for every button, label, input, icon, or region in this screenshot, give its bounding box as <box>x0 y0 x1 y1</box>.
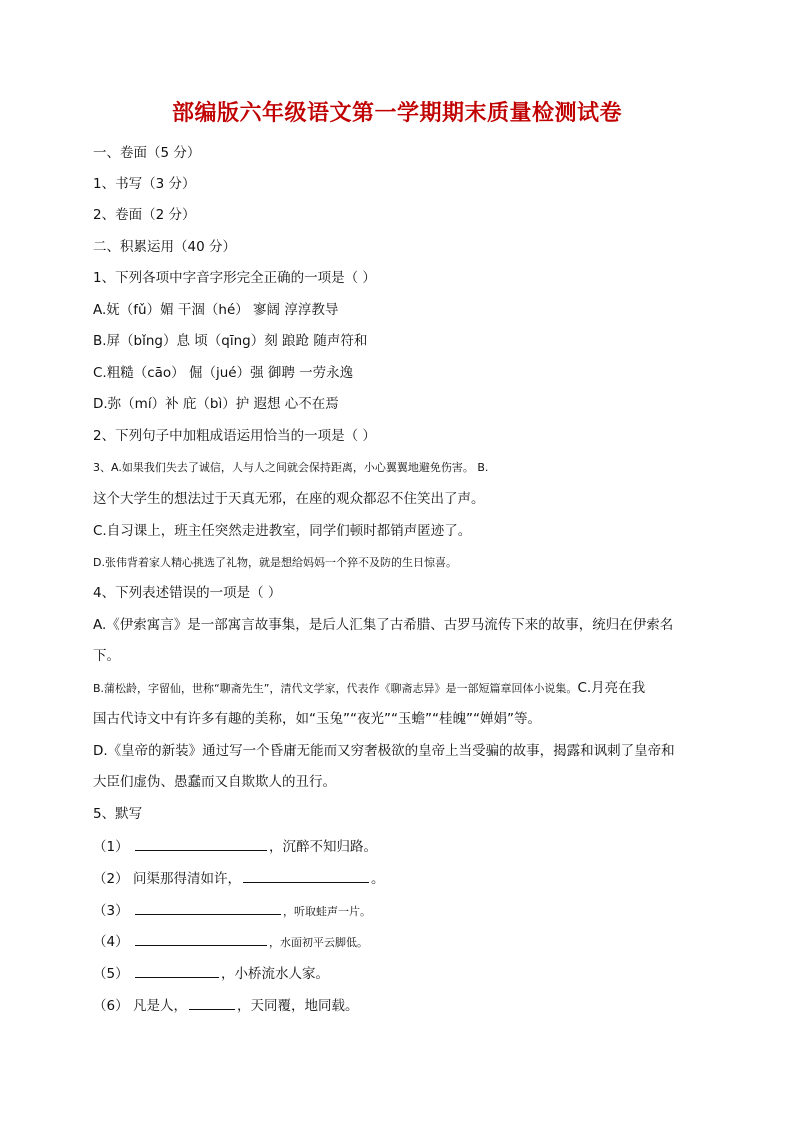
question-3-option-d: D.张伟背着家人精心挑选了礼物，就是想给妈妈一个猝不及防的生日惊喜。 <box>93 556 457 569</box>
question-4-option-a-line-2: 下。 <box>93 648 120 664</box>
question-1: 1、下列各项中字音字形完全正确的一项是（ ） <box>93 270 376 286</box>
question-3-option-a: 3、A.如果我们失去了诚信，人与人之间就会保持距离，小心翼翼地避免伤害。 B. <box>93 461 489 474</box>
dictation-item-3 <box>93 900 371 921</box>
question-4-option-c-line-2: 国古代诗文中有许多有趣的美称，如“玉兔”“夜光”“玉蟾”“桂魄”“婵娟”等。 <box>93 711 541 727</box>
dictation-number: （4） <box>93 934 129 950</box>
answer-blank[interactable] <box>135 931 267 946</box>
dictation-text: 问渠那得清如许， <box>133 871 241 887</box>
dictation-number: （2） <box>93 871 129 887</box>
dictation-number: （6） <box>93 998 129 1014</box>
question-3-option-c: C.自习课上，班主任突然走进教室，同学们顿时都销声匿迹了。 <box>93 523 472 539</box>
dictation-item-6 <box>93 995 359 1015</box>
dictation-text: ，天同覆，地同载。 <box>237 998 359 1014</box>
dictation-text: ，水面初平云脚低。 <box>269 936 368 949</box>
dictation-item-5 <box>93 963 329 983</box>
dictation-text: ，沉醉不知归路。 <box>269 839 377 855</box>
answer-blank[interactable] <box>135 900 281 915</box>
question-1-option-c: C.粗糙（cāo） 倔（jué）强 御聘 一劳永逸 <box>93 365 354 381</box>
section-2-heading: 二、积累运用（40 分） <box>93 239 236 255</box>
section-1-heading: 一、卷面（5 分） <box>93 145 201 161</box>
answer-blank[interactable] <box>243 868 369 883</box>
question-4-option-c-start: C.月亮在我 <box>577 680 646 696</box>
dictation-number: （3） <box>93 903 129 919</box>
question-2: 2、下列句子中加粗成语运用恰当的一项是（ ） <box>93 428 376 444</box>
page-title: 部编版六年级语文第一学期期末质量检测试卷 <box>171 100 622 126</box>
dictation-item-2 <box>93 868 385 888</box>
dictation-number: （1） <box>93 839 129 855</box>
question-4: 4、下列表述错误的一项是（ ） <box>93 585 282 601</box>
question-3-option-b: 这个大学生的想法过于天真无邪，在座的观众都忍不住笑出了声。 <box>93 491 485 507</box>
dictation-item-4 <box>93 931 368 952</box>
dictation-number: （5） <box>93 966 129 982</box>
answer-blank[interactable] <box>135 963 219 978</box>
item-handwriting: 1、书写（3 分） <box>93 176 196 192</box>
question-4-option-a-line-1: A.《伊索寓言》是一部寓言故事集，是后人汇集了古希腊、古罗马流传下来的故事，统归在伊索名 <box>93 617 674 633</box>
question-4-option-b-line <box>93 679 645 698</box>
dictation-text: ，小桥流水人家。 <box>221 966 329 982</box>
question-4-option-d-line-2: 大臣们虚伪、愚蠢而又自欺欺人的丑行。 <box>93 774 336 790</box>
question-1-option-b: B.屏（bǐng）息 顷（qīng）刻 踉跄 随声符和 <box>93 333 368 349</box>
dictation-text: 。 <box>371 871 385 887</box>
answer-blank[interactable] <box>135 836 267 851</box>
item-neatness: 2、卷面（2 分） <box>93 207 196 223</box>
question-4-option-d-line-1: D.《皇帝的新装》通过写一个昏庸无能而又穷奢极欲的皇帝上当受骗的故事，揭露和讽刺了皇帝和 <box>93 743 675 759</box>
dictation-text: ，听取蛙声一片。 <box>283 905 371 918</box>
question-1-option-d: D.弥（mí）补 庇（bì）护 遐想 心不在焉 <box>93 396 339 412</box>
dictation-item-1 <box>93 836 377 856</box>
answer-blank[interactable] <box>189 995 235 1010</box>
question-1-option-a: A.妩（fǔ）媚 干涸（hé） 寥阔 淳淳教导 <box>93 302 339 318</box>
question-5: 5、默写 <box>93 806 143 822</box>
dictation-text: 凡是人， <box>133 998 187 1014</box>
question-4-option-b: B.蒲松龄，字留仙，世称“聊斋先生”，清代文学家，代表作《聊斋志异》是一部短篇章回体小说集。 <box>93 682 578 695</box>
